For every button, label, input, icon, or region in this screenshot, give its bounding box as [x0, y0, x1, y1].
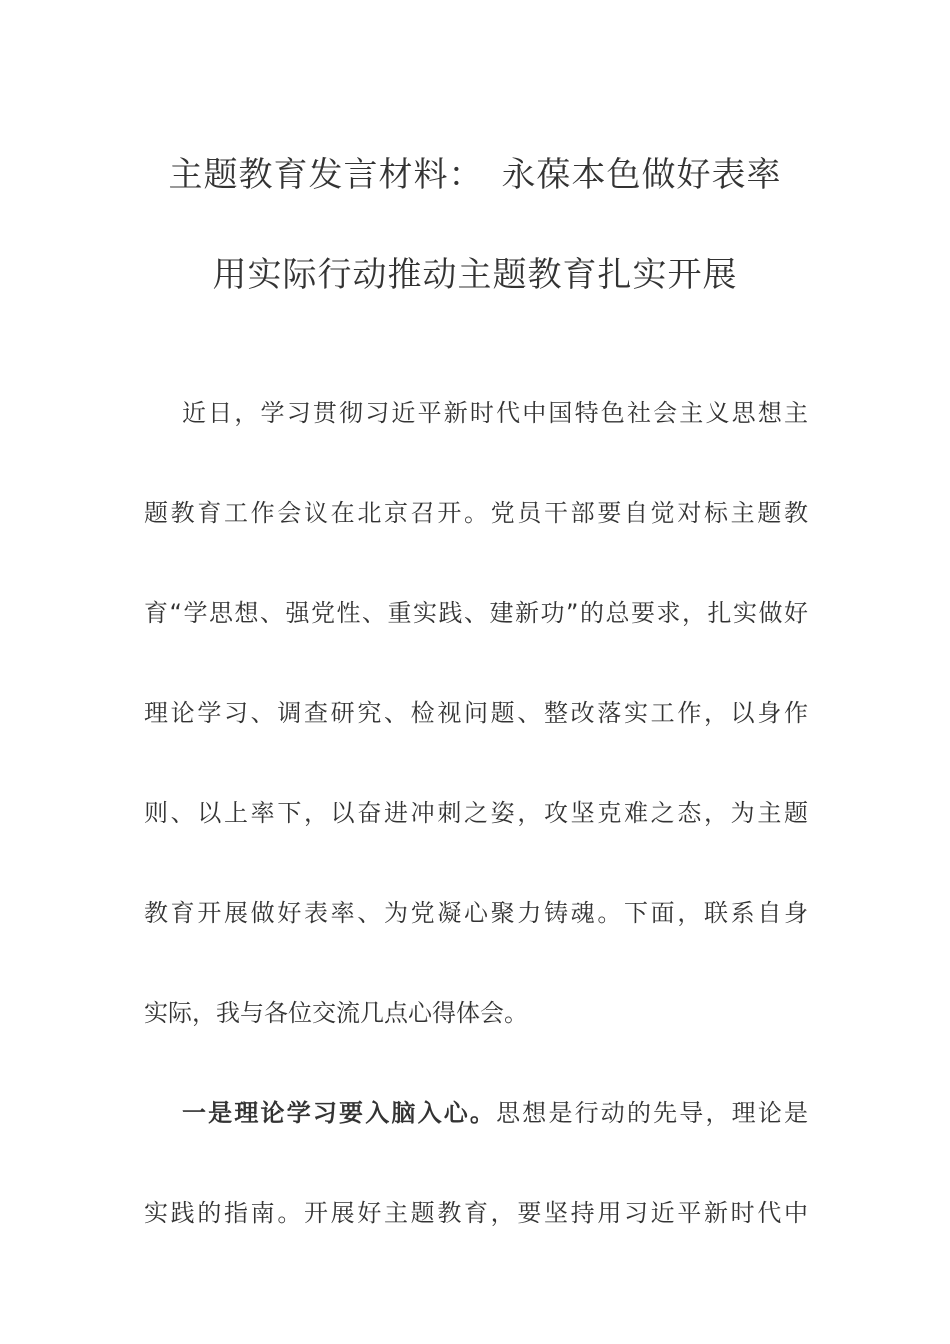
document-body — [144, 363, 808, 1263]
paragraph-point-one — [144, 1063, 808, 1263]
paragraph-lead-rest: 思想是行动的先导，理论是 — [496, 1099, 808, 1127]
text-line: 则、以上率下，以奋进冲刺之姿，攻坚克难之态，为主题 — [144, 799, 808, 827]
text-line — [144, 1063, 808, 1163]
paragraph-lead: 一是理论学习要入脑入心。 — [182, 1099, 497, 1127]
text-line: 育“学思想、强党性、重实践、建新功”的总要求，扎实做好 — [144, 599, 808, 627]
document-title-line-2: 用实际行动推动主题教育扎实开展 — [212, 255, 738, 295]
text-line: 教育开展做好表率、为党凝心聚力铸魂。下面，联系自身 — [144, 899, 808, 927]
text-line: 实际，我与各位交流几点心得体会。 — [144, 999, 528, 1027]
paragraph-intro — [144, 363, 808, 1063]
text-line: 实践的指南。开展好主题教育，要坚持用习近平新时代中 — [144, 1199, 808, 1227]
document-title-line-1: 主题教育发言材料： 永葆本色做好表率 — [168, 155, 782, 195]
text-line: 理论学习、调查研究、检视问题、整改落实工作，以身作 — [144, 699, 808, 727]
text-line: 题教育工作会议在北京召开。党员干部要自觉对标主题教 — [144, 499, 808, 527]
text-line: 近日，学习贯彻习近平新时代中国特色社会主义思想主 — [182, 399, 808, 427]
